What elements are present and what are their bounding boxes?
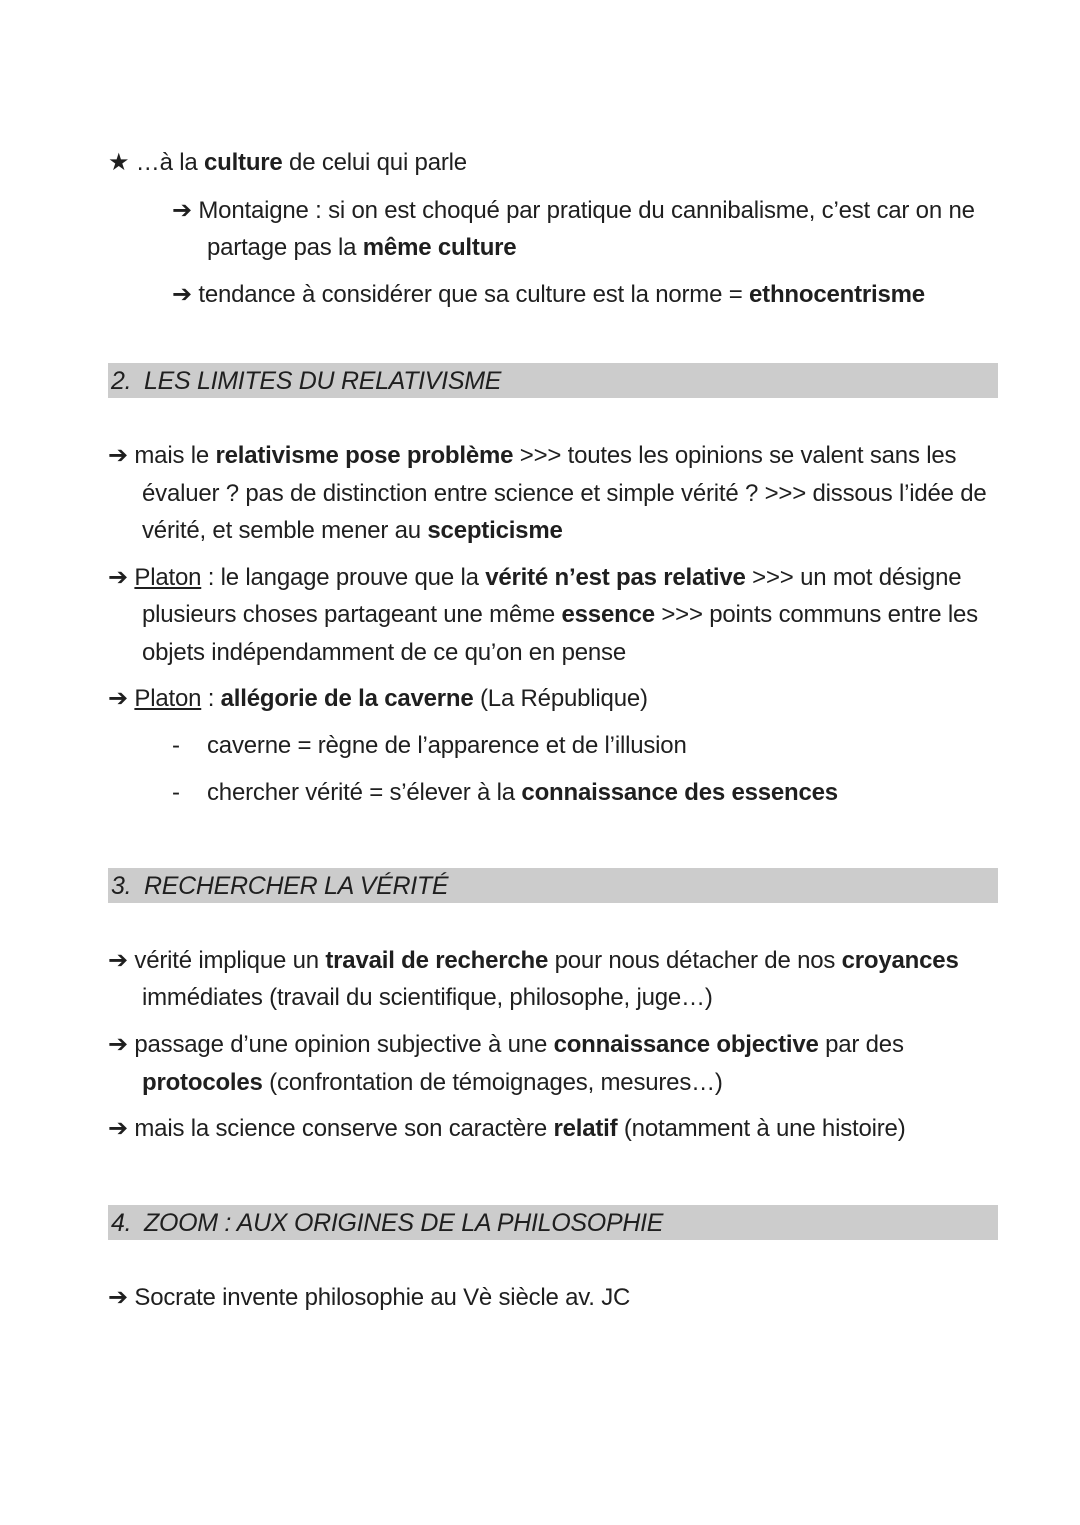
platon-langage-bullet-cont: objets indépendamment de ce qu’on en pense [142,639,626,666]
recherche-bullet-cont: immédiates (travail du scientifique, philosophe, juge…) [142,984,713,1011]
arrow-icon: ➔ [108,947,128,974]
arrow-icon: ➔ [172,197,192,224]
connaissance-bullet-cont: protocoles (confrontation de témoignages, mesures…) [142,1069,723,1096]
essences-subitem: chercher vérité = s’élever à la connaissance des essences [207,779,838,806]
relativisme-bullet-cont: vérité, et semble mener au scepticisme [142,517,563,544]
caverne-subitem: caverne = règne de l’apparence et de l’illusion [207,732,687,759]
arrow-icon: ➔ [108,1115,128,1142]
arrow-icon: ➔ [108,1031,128,1058]
socrate-bullet: ➔ Socrate invente philosophie au Vè siècle av. JC [108,1284,631,1311]
relativisme-bullet-cont: évaluer ? pas de distinction entre science et simple vérité ? >>> dissous l’idée de [142,480,987,507]
dash-icon: - [172,732,180,759]
arrow-icon: ➔ [108,1284,128,1311]
relativisme-bullet: ➔ mais le relativisme pose problème >>> toutes les opinions se valent sans les [108,442,957,469]
dash-icon: - [172,779,180,806]
ethnocentrisme-bullet: ➔ tendance à considérer que sa culture est la norme = ethnocentrisme [172,281,925,308]
intro-line: ★ …à la culture de celui qui parle [108,149,467,176]
montaigne-bullet-cont: partage pas la même culture [207,234,517,261]
recherche-bullet: ➔ vérité implique un travail de recherche pour nous détacher de nos croyances [108,947,959,974]
relatif-bullet: ➔ mais la science conserve son caractère relatif (notamment à une histoire) [108,1115,906,1142]
arrow-icon: ➔ [108,442,128,469]
section-heading-3: 3. RECHERCHER LA VÉRITÉ [108,868,998,903]
platon-caverne-bullet: ➔ Platon : allégorie de la caverne (La République) [108,685,648,712]
arrow-icon: ➔ [108,564,128,591]
section-heading-4: 4. ZOOM : AUX ORIGINES DE LA PHILOSOPHIE [108,1205,998,1240]
montaigne-bullet: ➔ Montaigne : si on est choqué par pratique du cannibalisme, c’est car on ne [172,197,975,224]
arrow-icon: ➔ [172,281,192,308]
arrow-icon: ➔ [108,685,128,712]
connaissance-bullet: ➔ passage d’une opinion subjective à une connaissance objective par des [108,1031,904,1058]
platon-langage-bullet-cont: plusieurs choses partageant une même essence >>> points communs entre les [142,601,978,628]
platon-langage-bullet: ➔ Platon : le langage prouve que la vérité n’est pas relative >>> un mot désigne [108,564,962,591]
section-heading-2: 2. LES LIMITES DU RELATIVISME [108,363,998,398]
star-icon: ★ [108,149,130,176]
